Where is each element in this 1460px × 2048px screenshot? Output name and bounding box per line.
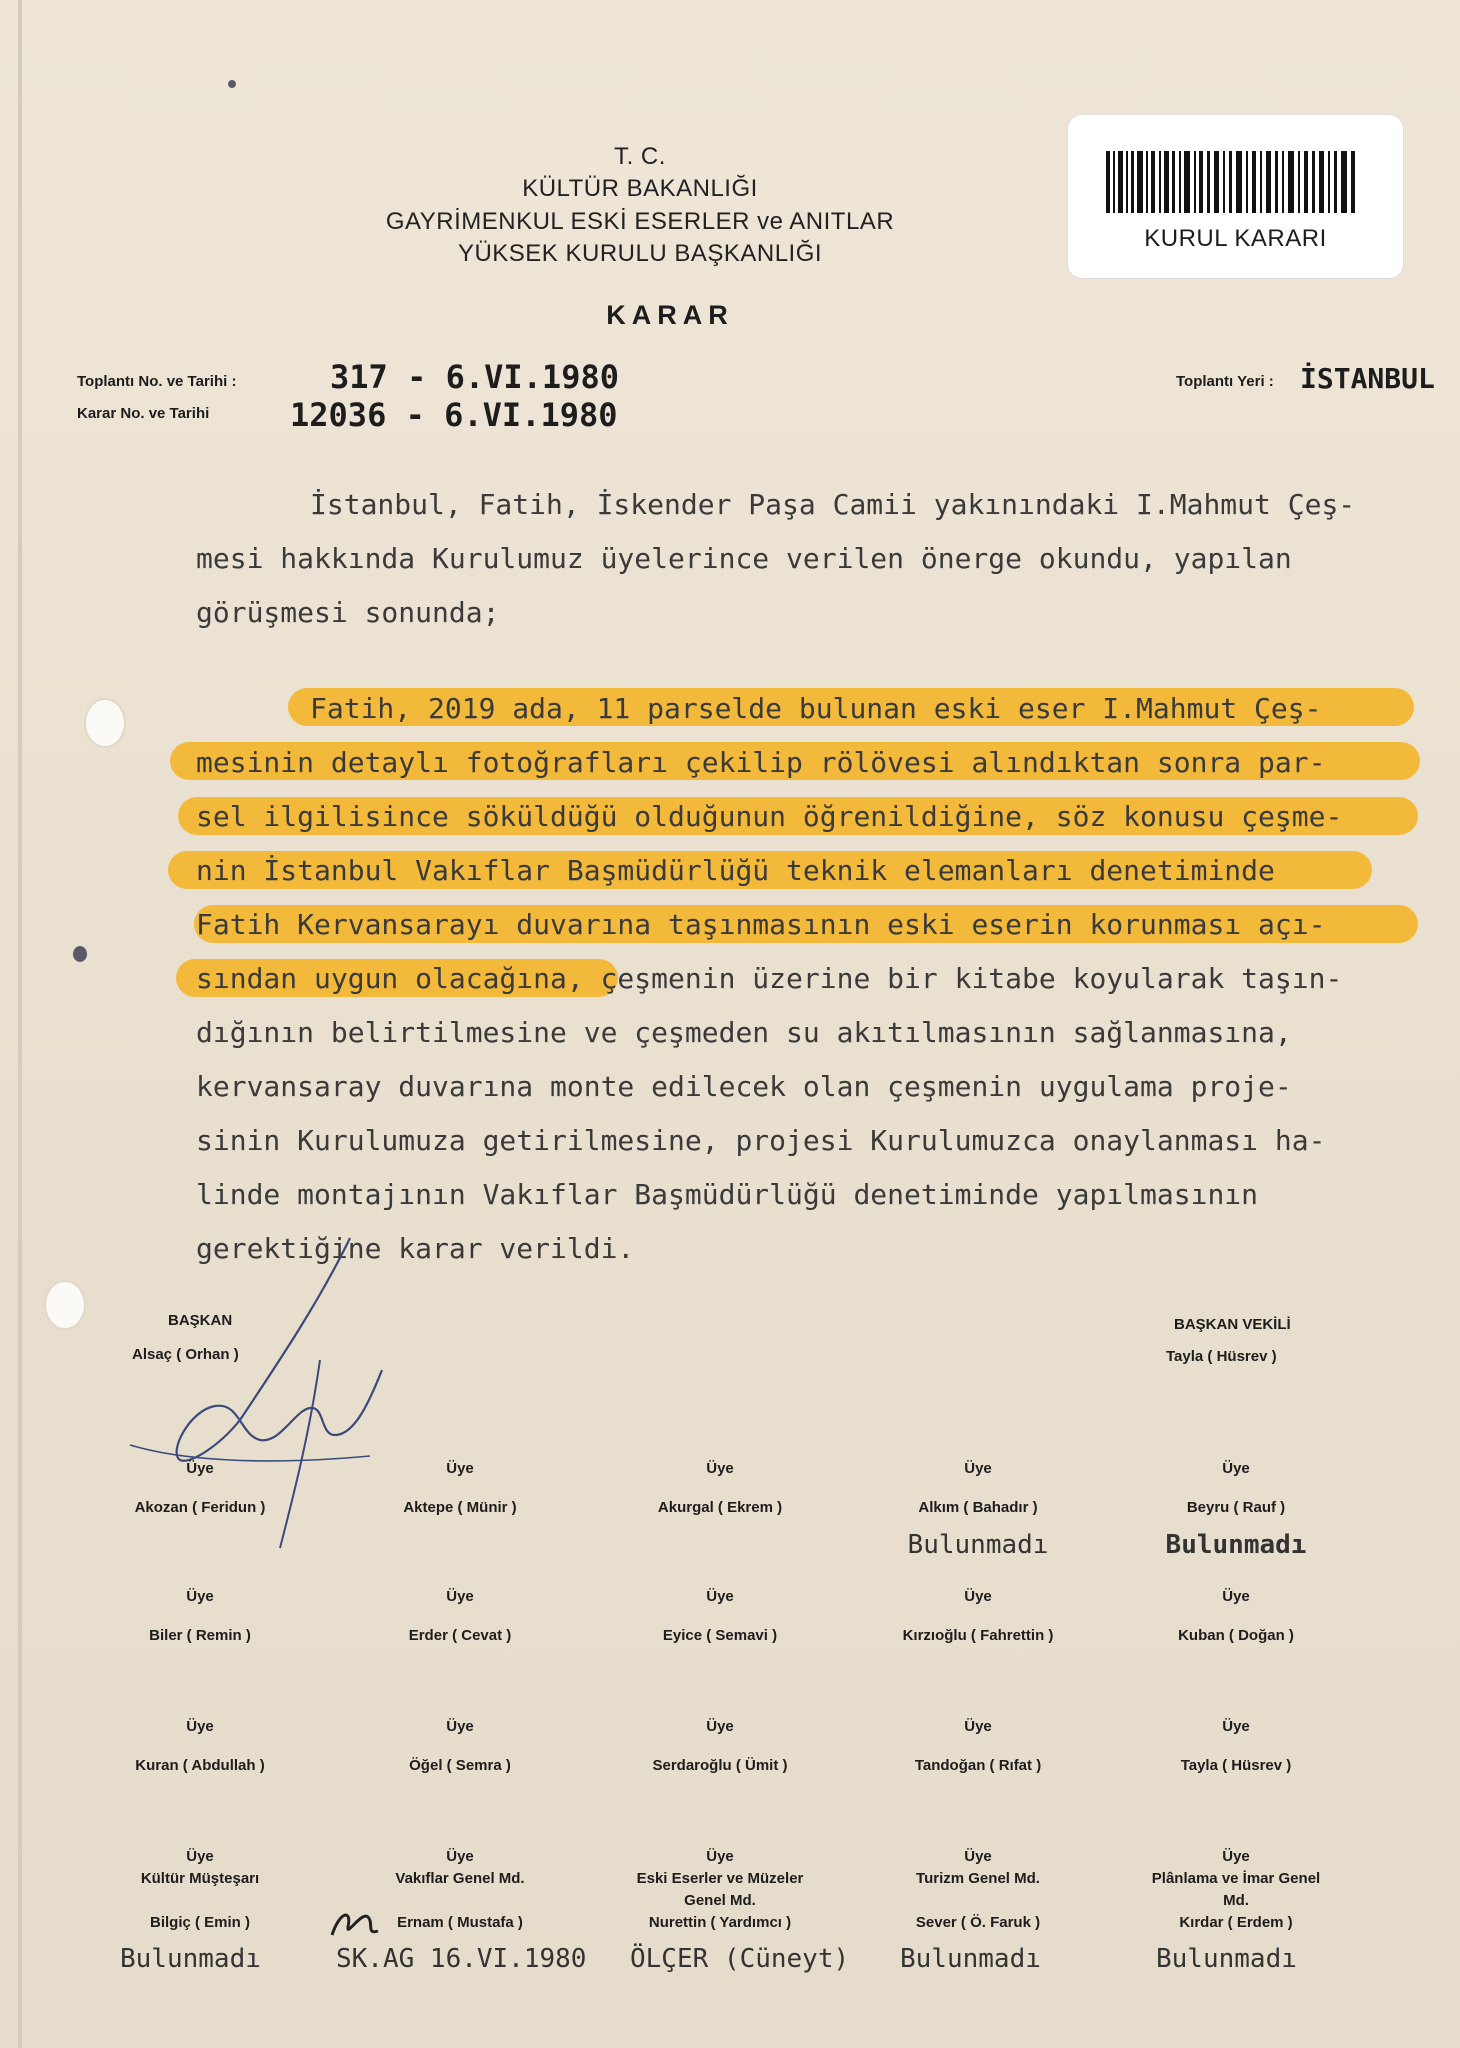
member-biler: Üye Biler ( Remin ) (149, 1588, 251, 1644)
karar-label: Karar No. ve Tarihi (77, 405, 210, 422)
header-tc: T. C. (614, 143, 666, 170)
member-beyru: Üye Beyru ( Rauf ) Bulunmadı (1165, 1460, 1307, 1560)
vekil-name: Tayla ( Hüsrev ) (1166, 1348, 1277, 1365)
member-bilgic: Üye Kültür Müşteşarı Bilgiç ( Emin ) (140, 1848, 260, 1931)
member-tayla: Üye Tayla ( Hüsrev ) (1180, 1718, 1292, 1774)
member-akurgal: Üye Akurgal ( Ekrem ) (657, 1460, 783, 1516)
decision-line: sinin Kurulumuza getirilmesine, projesi Kurulumuzca onaylanması ha- (196, 1124, 1326, 1157)
karar-value: 12036 - 6.VI.1980 (290, 396, 618, 434)
decision-line: gerektiğine karar verildi. (196, 1232, 635, 1265)
member-alkim: Üye Alkım ( Bahadır ) Bulunmadı (907, 1460, 1049, 1560)
punch-hole-bottom (46, 1282, 84, 1328)
header-presidency: YÜKSEK KURULU BAŞKANLIĞI (457, 240, 823, 267)
toplanti-yeri-value: İSTANBUL (1300, 362, 1435, 395)
intro-line: görüşmesi sonunda; (196, 596, 500, 629)
barcode-icon (1106, 151, 1358, 213)
vekil-title: BAŞKAN VEKİLİ (1174, 1316, 1291, 1333)
decision-line: kervansaray duvarına monte edilecek olan çeşmenin uygulama proje- (196, 1070, 1292, 1103)
member-erder: Üye Erder ( Cevat ) (408, 1588, 512, 1644)
member-kuban: Üye Kuban ( Doğan ) (1178, 1588, 1294, 1644)
intro-line: mesi hakkında Kurulumuz üyelerince verilen önerge okundu, yapılan (196, 542, 1292, 575)
decision-line: Fatih Kervansarayı duvarına taşınmasının eski eserin korunması açı- (196, 908, 1326, 941)
baskan-title: BAŞKAN (168, 1312, 233, 1329)
member-aktepe: Üye Aktepe ( Münir ) (403, 1460, 517, 1516)
toplanti-label: Toplantı No. ve Tarihi : (77, 373, 237, 390)
note-olcer: ÖLÇER (Cüneyt) (630, 1944, 850, 1974)
member-akozan: Üye Akozan ( Feridun ) (134, 1460, 266, 1516)
decision-line: sel ilgilisince söküldüğü olduğunun öğrenildiğine, söz konusu çeşme- (196, 800, 1343, 833)
note-kirdar: Bulunmadı (1156, 1944, 1297, 1974)
decision-line: sından uygun olacağına, çeşmenin üzerine bir kitabe koyularak taşın- (196, 962, 1343, 995)
member-ogel: Üye Öğel ( Semra ) (409, 1718, 511, 1774)
member-nurettin: Üye Eski Eserler ve Müzeler Genel Md. Nurettin ( Yardımcı ) (636, 1848, 804, 1931)
decision-line: linde montajının Vakıflar Başmüdürlüğü denetiminde yapılmasının (196, 1178, 1259, 1211)
toplanti-value: 317 - 6.VI.1980 (330, 358, 619, 396)
toplanti-yeri-label: Toplantı Yeri : (1176, 373, 1274, 390)
note-sever: Bulunmadı (900, 1944, 1041, 1974)
header-board: GAYRİMENKUL ESKİ ESERLER ve ANITLAR (385, 208, 895, 235)
member-tandogan: Üye Tandoğan ( Rıfat ) (914, 1718, 1042, 1774)
member-kirdar: Üye Plânlama ve İmar Genel Md. Kırdar ( Erdem ) (1151, 1848, 1321, 1931)
barcode-stamp (1068, 115, 1403, 278)
page-edge (18, 0, 22, 2048)
document-title: KARAR (606, 300, 734, 330)
header-ministry: KÜLTÜR BAKANLIĞI (522, 175, 758, 202)
member-kirzioglu: Üye Kırzıoğlu ( Fahrettin ) (902, 1588, 1054, 1644)
note-ernam: SK.AG 16.VI.1980 (336, 1944, 587, 1974)
ink-dot (73, 946, 87, 962)
punch-hole-top (86, 700, 124, 746)
member-sever: Üye Turizm Genel Md. Sever ( Ö. Faruk ) (915, 1848, 1041, 1931)
decision-line: nin İstanbul Vakıflar Başmüdürlüğü teknik elemanları denetiminde (196, 854, 1275, 887)
decision-line: dığının belirtilmesine ve çeşmeden su akıtılmasının sağlanmasına, (196, 1016, 1292, 1049)
ink-dot (228, 80, 236, 88)
member-kuran: Üye Kuran ( Abdullah ) (135, 1718, 265, 1774)
intro-line: İstanbul, Fatih, İskender Paşa Camii yakınındaki I.Mahmut Çeş- (310, 488, 1356, 521)
member-ernam: Üye Vakıflar Genel Md. Ernam ( Mustafa ) (395, 1848, 525, 1931)
decision-line: mesinin detaylı fotoğrafları çekilip rölövesi alındıktan sonra par- (196, 746, 1326, 779)
note-bilgic: Bulunmadı (120, 1944, 261, 1974)
stamp-label: KURUL KARARI (1144, 225, 1327, 252)
member-serdaroglu: Üye Serdaroğlu ( Ümit ) (652, 1718, 788, 1774)
decision-line: Fatih, 2019 ada, 11 parselde bulunan eski eser I.Mahmut Çeş- (310, 692, 1322, 725)
member-eyice: Üye Eyice ( Semavi ) (662, 1588, 778, 1644)
baskan-name: Alsaç ( Orhan ) (132, 1346, 239, 1363)
